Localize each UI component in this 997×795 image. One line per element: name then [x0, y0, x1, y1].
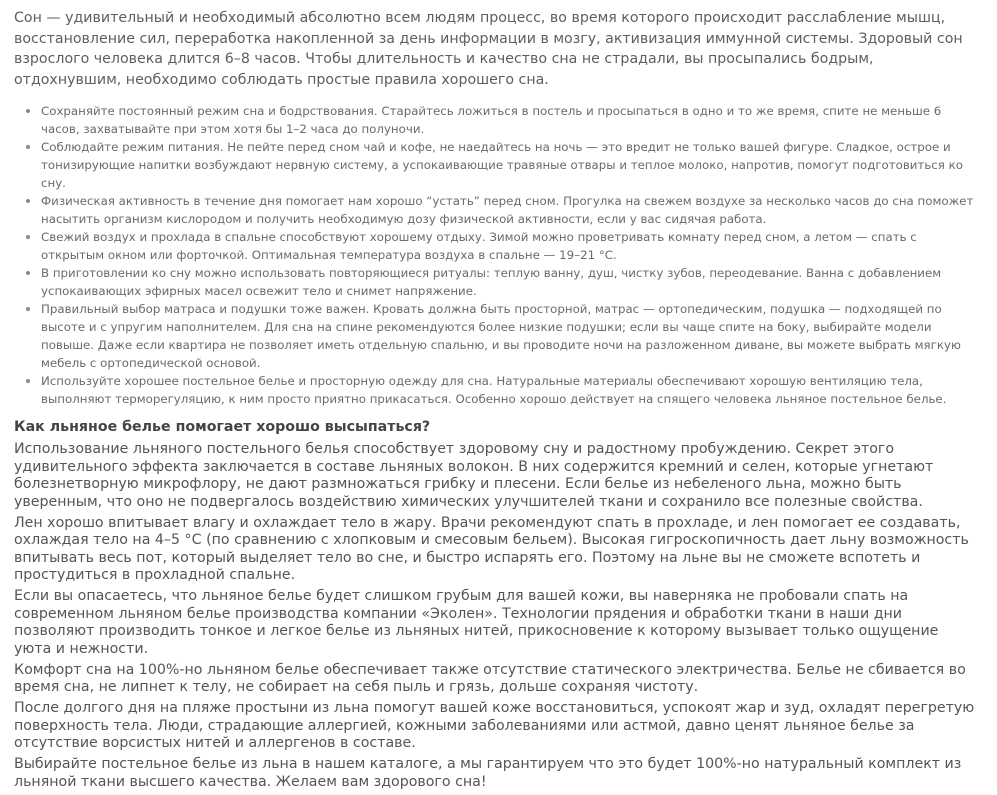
- list-item: [41, 192, 976, 228]
- body-paragraph: Лен хорошо впитывает влагу и охлаждает тело в жару. Врачи рекомендуют спать в прохладе, и лен помогает ее создавать, охлаждая тело на 4–5 °С (по сравнению с хлопковым и смесовым бельем). Высокая гигроскопичность дает льну возможность впитывать весь пот, который выделяет тело во сне, и быстро испарять его. Поэтому на льне вы не сможете вспотеть и простудиться в прохладной спальне.: [14, 514, 969, 583]
- tip-text: Свежий воздух и прохлада в спальне способствуют хорошему отдыху. Зимой можно проветривать комнату перед сном, а летом — спать с открытым окном или форточкой. Оптимальная температура воздуха в спальне — 19–21 °С.: [41, 230, 917, 262]
- sleep-tips-list: [14, 102, 976, 408]
- bullet-icon: [26, 271, 30, 275]
- bullet-icon: [26, 307, 30, 311]
- list-item: [41, 138, 976, 192]
- intro-paragraph: Сон — удивительный и необходимый абсолютно всем людям процесс, во время которого происходит расслабление мышц, восстановление сил, переработка накопленной за день информации в мозгу, активизация иммунной системы. Здоровый сон взрослого человека длится 6–8 часов. Чтобы длительность и качество сна не страдали, вы просыпались бодрым, отдохнувшим, необходимо соблюдать простые правила хорошего сна.: [14, 10, 963, 88]
- list-item: [41, 102, 976, 138]
- body-paragraph: Если вы опасаетесь, что льняное белье будет слишком грубым для вашей кожи, вы наверняка не пробовали спать на современном льняном белье производства компании «Эколен». Технологии прядения и обработки ткани в наши дни позволяют производить тонкое и легкое белье из льняных нитей, прикосновение к которому вызывает только ощущение уюта и нежности.: [14, 588, 939, 657]
- section-heading: Как льняное белье помогает хорошо высыпаться?: [14, 419, 431, 435]
- article: [14, 8, 976, 795]
- bullet-icon: [26, 109, 30, 113]
- body-paragraph: Комфорт сна на 100%-но льняном белье обеспечивает также отсутствие статического электричества. Белье не сбивается во время сна, не липнет к телу, не собирает на себя пыль и грязь, дольше сохраняя чистоту.: [14, 661, 966, 695]
- list-item: [41, 264, 976, 300]
- tip-text: Сохраняйте постоянный режим сна и бодрствования. Старайтесь ложиться в постель и просыпаться в одно и то же время, спите не меньше 6 часов, захватывайте при этом хотя бы 1–2 часа до полуночи.: [41, 104, 942, 136]
- bullet-icon: [26, 235, 30, 239]
- list-item: [41, 372, 976, 408]
- list-item: [41, 300, 976, 372]
- bullet-icon: [26, 199, 30, 203]
- bullet-icon: [26, 379, 30, 383]
- tip-text: Используйте хорошее постельное белье и просторную одежду для сна. Натуральные материалы обеспечивают хорошую вентиляцию тела, выполняют терморегуляцию, к ним просто приятно прикасаться. Особенно хорошо действует на спящего человека льняное постельное белье.: [41, 374, 947, 406]
- list-item: [41, 228, 976, 264]
- bullet-icon: [26, 145, 30, 149]
- tip-text: Физическая активность в течение дня помогает нам хорошо “устать” перед сном. Прогулка на свежем воздухе за несколько часов до сна поможет насытить организм кислородом и получить необходимую дозу физической активности, если у вас сидячая работа.: [41, 194, 974, 226]
- tip-text: Правильный выбор матраса и подушки тоже важен. Кровать должна быть просторной, матрас — ортопедическим, подушка — подходящей по высоте и с упругим наполнителем. Для сна на спине рекомендуются более низкие подушки; если вы чаще спите на боку, выбирайте модели повыше. Даже если квартира не позволяет иметь отдельную спальню, и вы проводите ночи на разложенном диване, вы можете выбрать мягкую мебель с ортопедической основой.: [41, 302, 961, 370]
- body-paragraph: Использование льняного постельного белья способствует здоровому сну и радостному пробуждению. Секрет этого удивительного эффекта заключается в составе льняных волокон. В них содержится кремний и селен, которые угнетают болезнетворную микрофлору, не дают размножаться грибку и плесени. Если белье из небеленого льна, можно быть уверенным, что оно не подвергалось воздействию химических улучшителей ткани и сохранило все полезные свойства.: [14, 441, 934, 510]
- tip-text: Соблюдайте режим питания. Не пейте перед сном чай и кофе, не наедайтесь на ночь — это вредит не только вашей фигуре. Сладкое, острое и тонизирующие напитки возбуждают нервную систему, а успокаивающие травяные отвары и теплое молоко, напротив, помогут подготовиться ко сну.: [41, 140, 963, 190]
- tip-text: В приготовлении ко сну можно использовать повторяющиеся ритуалы: теплую ванну, душ, чистку зубов, переодевание. Ванна с добавлением успокаивающих эфирных масел освежит тело и снимет напряжение.: [41, 266, 942, 298]
- body-paragraph: Выбирайте постельное белье из льна в нашем каталоге, а мы гарантируем что это будет 100%-но натуральный комплект из льняной ткани высшего качества. Желаем вам здорового сна!: [14, 756, 962, 790]
- body-paragraph: После долгого дня на пляже простыни из льна помогут вашей коже восстановиться, успокоят жар и зуд, охладят перегретую поверхность тела. Люди, страдающие аллергией, кожными заболеваниями или астмой, давно ценят льняное белье за отсутствие ворсистых нитей и аллергенов в составе.: [14, 700, 975, 751]
